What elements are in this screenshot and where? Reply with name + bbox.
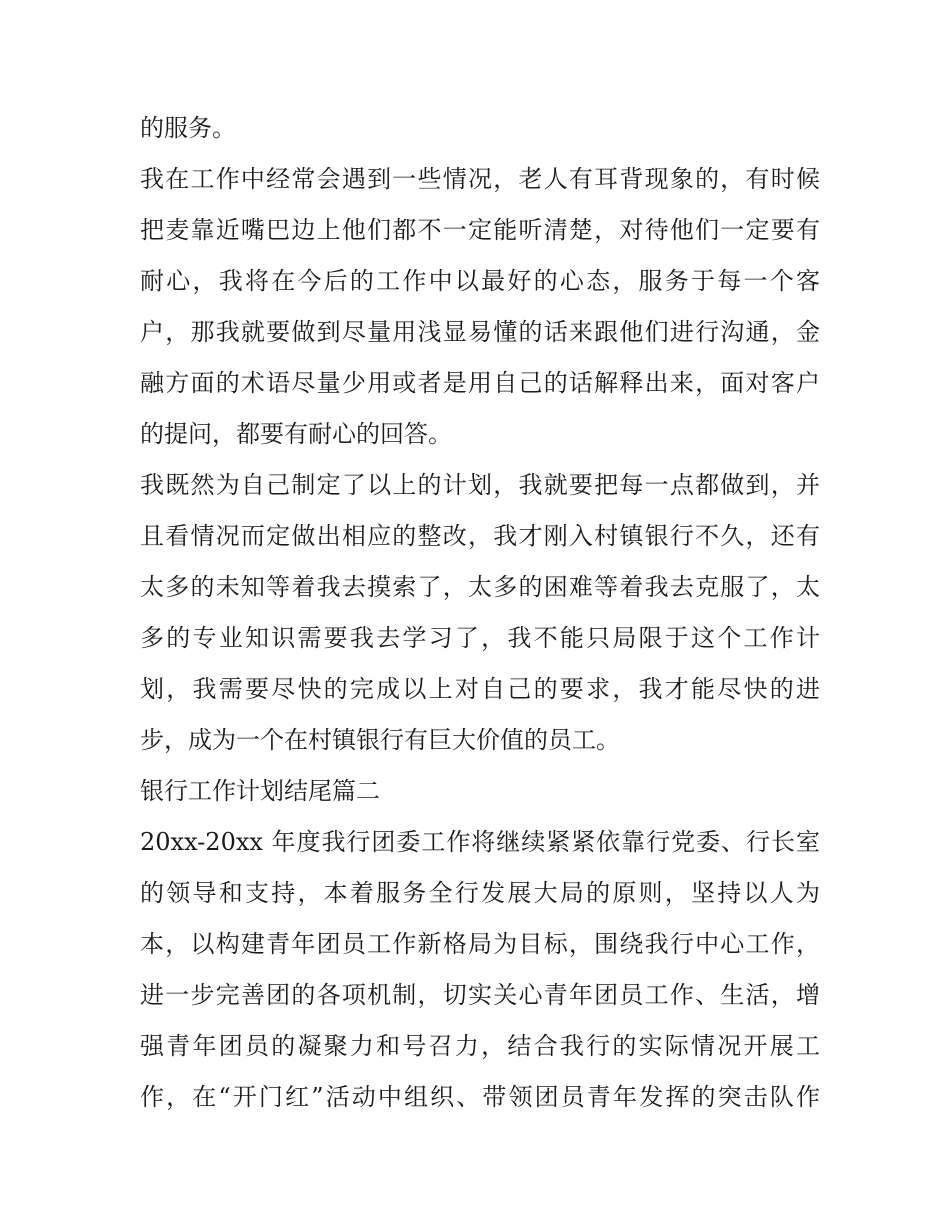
- text-line-18: 进一步完善团的各项机制，切实关心青年团员工作、生活，增: [140, 981, 820, 1009]
- text-line-16: 的领导和支持，本着服务全行发展大局的原则，坚持以人为: [140, 879, 820, 907]
- text-line-5: 户，那我就要做到尽量用浅显易懂的话来跟他们进行沟通，金: [140, 318, 820, 346]
- body-text: [140, 103, 820, 1123]
- text-line-4: 耐心，我将在今后的工作中以最好的心态，服务于每一个客: [140, 267, 820, 295]
- text-line-2: 我在工作中经常会遇到一些情况，老人有耳背现象的，有时候: [140, 165, 820, 193]
- text-line-19: 强青年团员的凝聚力和号召力，结合我行的实际情况开展工: [140, 1032, 820, 1060]
- text-line-15: 20xx-20xx 年度我行团委工作将继续紧紧依靠行党委、行长室: [140, 828, 820, 856]
- text-line-11: 多的专业知识需要我去学习了，我不能只局限于这个工作计: [140, 624, 820, 652]
- text-line-10: 太多的未知等着我去摸索了，太多的困难等着我去克服了，太: [140, 573, 820, 601]
- text-line-13: 步，成为一个在村镇银行有巨大价值的员工。: [140, 726, 620, 754]
- section-heading: 银行工作计划结尾篇二: [140, 777, 380, 805]
- text-line-17: 本，以构建青年团员工作新格局为目标，围绕我行中心工作，: [140, 930, 820, 958]
- text-line-12: 划，我需要尽快的完成以上对自己的要求，我才能尽快的进: [140, 675, 820, 703]
- text-line-6: 融方面的术语尽量少用或者是用自己的话解释出来，面对客户: [140, 369, 820, 397]
- text-line-7: 的提问，都要有耐心的回答。: [140, 420, 452, 448]
- text-line-9: 且看情况而定做出相应的整改，我才刚入村镇银行不久，还有: [140, 522, 820, 550]
- text-line-3: 把麦靠近嘴巴边上他们都不一定能听清楚，对待他们一定要有: [140, 216, 820, 244]
- text-line-20: 作，在“开门红”活动中组织、带领团员青年发挥的突击队作: [140, 1083, 820, 1111]
- text-line-1: 的服务。: [140, 114, 236, 142]
- text-line-8: 我既然为自己制定了以上的计划，我就要把每一点都做到，并: [140, 471, 820, 499]
